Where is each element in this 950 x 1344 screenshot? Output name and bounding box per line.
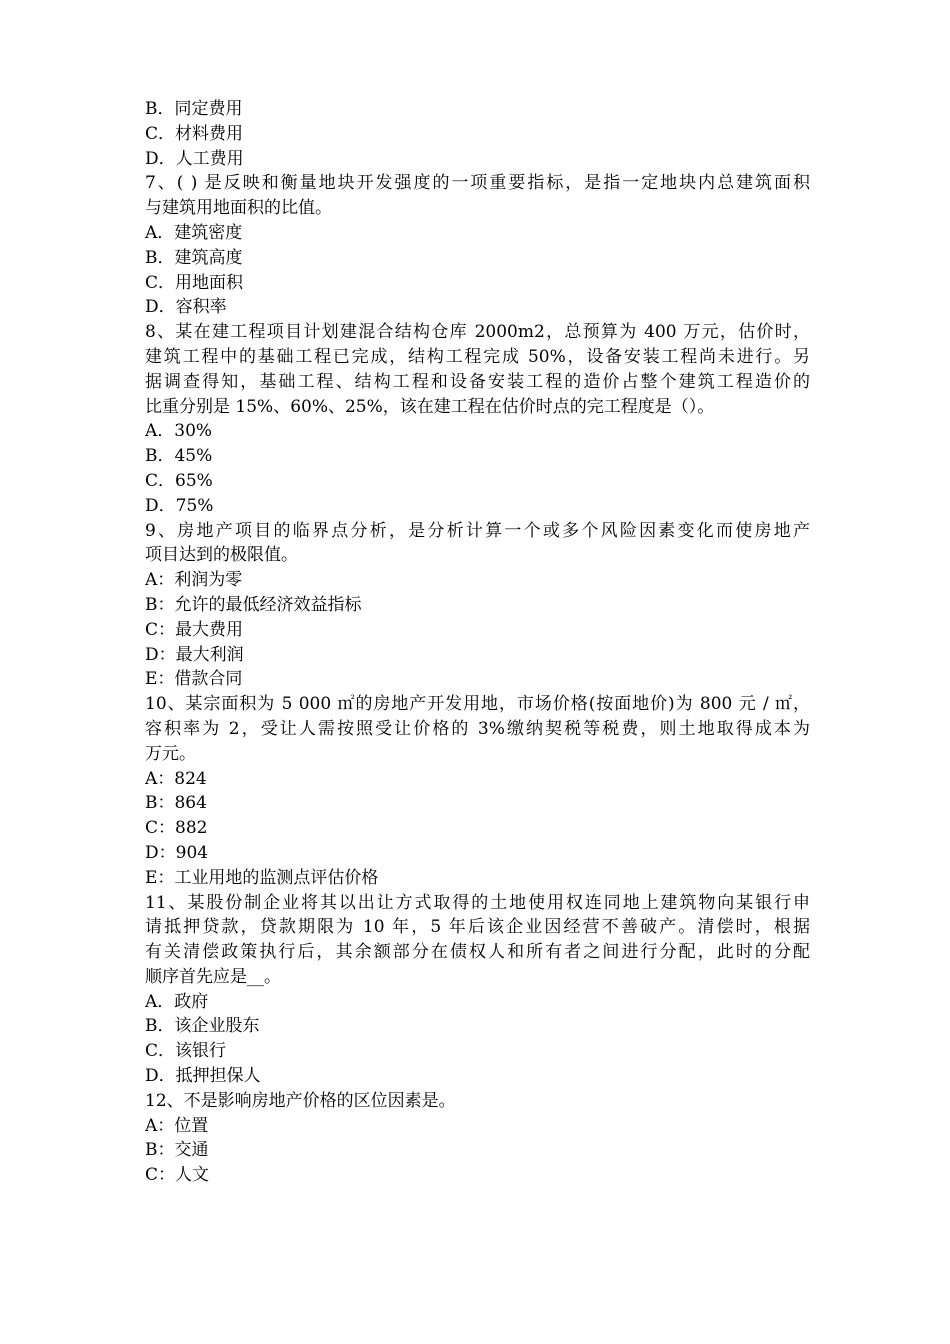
text-line: C：最大费用	[145, 619, 244, 640]
text-line: A．30%	[145, 421, 213, 442]
text-line: A：位置	[145, 1115, 209, 1136]
document-page	[145, 97, 810, 1188]
text-line: B．该企业股东	[145, 1016, 260, 1037]
text-line: 8、某在建工程项目计划建混合结构仓库 2000m2，总预算为 400 万元，估价时，	[145, 322, 810, 343]
text-line: E：借款合同	[145, 669, 243, 690]
text-line: D：904	[145, 842, 209, 863]
text-line: B：交通	[145, 1140, 209, 1161]
text-line: 12、不是影响房地产价格的区位因素是。	[145, 1090, 456, 1111]
text-line: 顺序首先应是__。	[145, 966, 281, 987]
text-line: D．75%	[145, 495, 214, 516]
text-line: C．材料费用	[145, 123, 244, 144]
text-line: 容积率为 2，受让人需按照受让价格的 3%缴纳契税等税费，则土地取得成本为	[145, 718, 810, 739]
text-line: 与建筑用地面积的比值。	[145, 198, 332, 219]
text-line: B．同定费用	[145, 99, 243, 119]
text-line: B．建筑高度	[145, 247, 243, 268]
text-line: C．该银行	[145, 1041, 227, 1062]
text-line: 请抵押贷款，贷款期限为 10 年，5 年后该企业因经营不善破产。清偿时，根据	[145, 917, 810, 938]
text-line: C：人文	[145, 1165, 210, 1186]
text-line: A：利润为零	[145, 570, 243, 591]
text-line: 比重分别是 15%、60%、25%，该在建工程在估价时点的完工程度是（）。	[145, 396, 715, 417]
text-line: D．人工费用	[145, 148, 244, 169]
text-line: D．容积率	[145, 297, 227, 318]
text-line: A．政府	[145, 991, 209, 1012]
text-line: E：工业用地的监测点评估价格	[145, 867, 379, 888]
text-line: 有关清偿政策执行后，其余额部分在债权人和所有者之间进行分配，此时的分配	[145, 942, 810, 963]
text-line: C．用地面积	[145, 272, 244, 293]
text-line: 建筑工程中的基础工程已完成，结构工程完成 50%，设备安装工程尚未进行。另	[145, 346, 810, 367]
text-line: C．65%	[145, 470, 213, 491]
text-line: D：最大利润	[145, 644, 244, 665]
text-line: 项目达到的极限值。	[145, 545, 298, 566]
text-line: 万元。	[145, 743, 196, 764]
text-line: 10、某宗面积为 5 000 ㎡的房地产开发用地，市场价格(按面地价)为 800 元 / ㎡，	[145, 694, 810, 715]
text-line: B．45%	[145, 446, 213, 467]
text-line: 11、某股份制企业将其以出让方式取得的土地使用权连同地上建筑物向某银行申	[145, 892, 810, 913]
text-line: B：允许的最低经济效益指标	[145, 594, 362, 615]
text-line: C：882	[145, 818, 208, 839]
text-line: D．抵押担保人	[145, 1066, 261, 1087]
text-line: 9、房地产项目的临界点分析，是分析计算一个或多个风险因素变化而使房地产	[145, 520, 810, 541]
text-line: A：824	[145, 768, 207, 789]
text-line: 7、( ) 是反映和衡量地块开发强度的一项重要指标，是指一定地块内总建筑面积	[145, 173, 810, 194]
text-line: 据调查得知，基础工程、结构工程和设备安装工程的造价占整个建筑工程造价的	[145, 371, 810, 392]
text-line: A．建筑密度	[145, 222, 243, 243]
text-line: B：864	[145, 793, 207, 814]
